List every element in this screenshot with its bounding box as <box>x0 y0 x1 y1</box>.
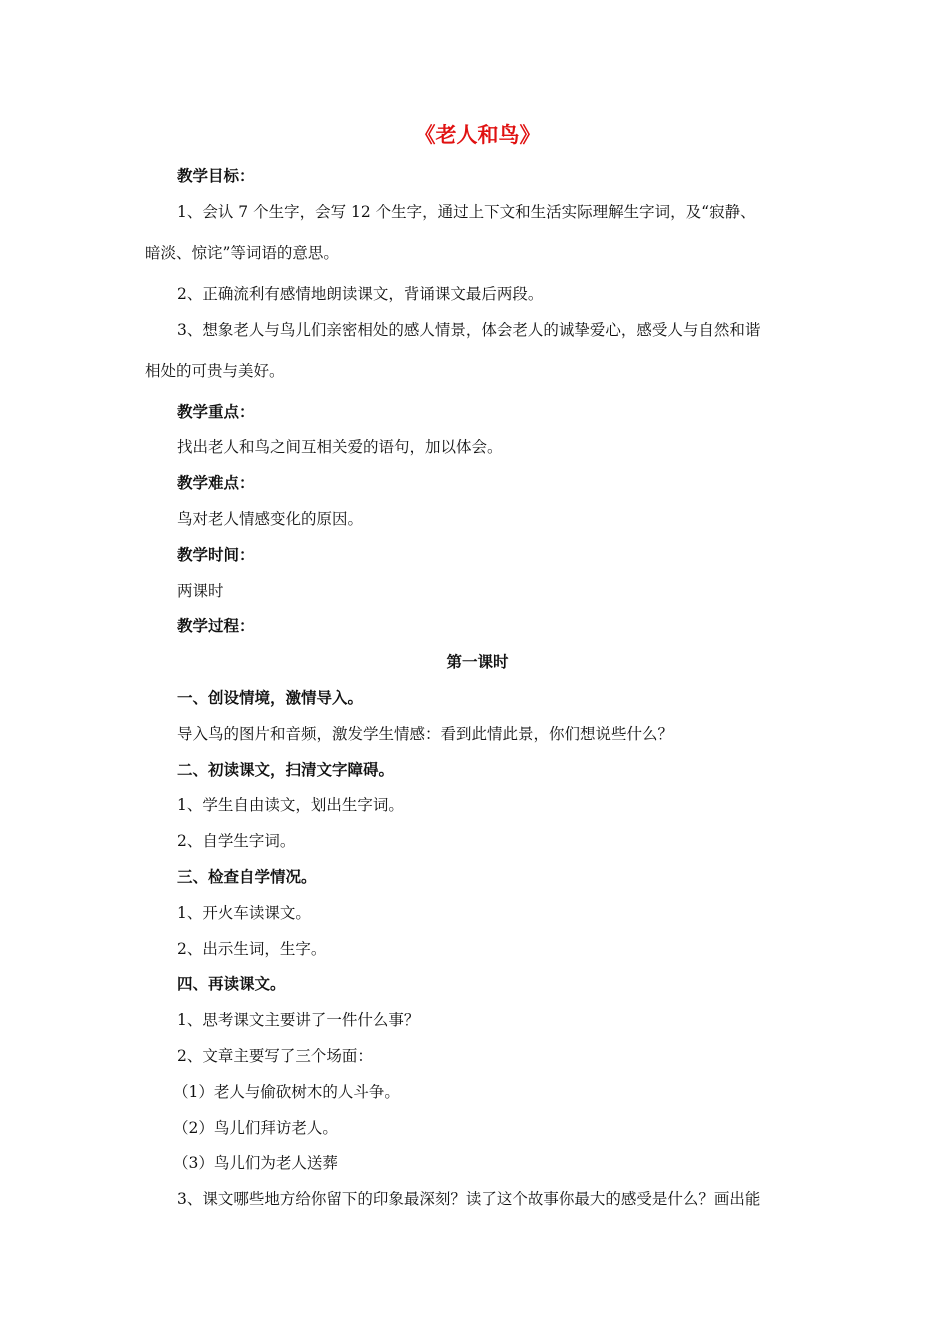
paragraph-line: 鸟对老人情感变化的原因。 <box>177 509 364 528</box>
section-heading: 教学目标： <box>177 166 255 185</box>
paragraph-line: 两课时 <box>177 581 224 600</box>
paragraph-line: 导入鸟的图片和音频，激发学生情感：看到此情此景，你们想说些什么？ <box>177 724 674 743</box>
section-heading: 四、再读课文。 <box>177 974 286 994</box>
paragraph-line: 2、出示生词，生字。 <box>177 939 327 958</box>
section-heading: 教学过程： <box>177 616 255 636</box>
paragraph-line: 暗淡、惊诧”等词语的意思。 <box>145 243 339 262</box>
paragraph-line: 1、思考课文主要讲了一件什么事？ <box>177 1011 420 1030</box>
document-title: 《老人和鸟》 <box>414 122 541 147</box>
paragraph-line: （2）鸟儿们拜访老人。 <box>173 1118 338 1137</box>
paragraph-line: （3）鸟儿们为老人送葬 <box>173 1154 338 1173</box>
paragraph-line: 3、课文哪些地方给你留下的印象最深刻？读了这个故事你最大的感受是什么？画出能 <box>177 1190 761 1209</box>
document-lines <box>145 164 810 1211</box>
paragraph-line: 1、学生自由读文，划出生字词。 <box>177 796 404 815</box>
paragraph-line: 相处的可贵与美好。 <box>145 361 285 380</box>
paragraph-line: 2、文章主要写了三个场面： <box>177 1046 373 1065</box>
section-heading: 三、检查自学情况。 <box>177 866 317 886</box>
section-heading: 教学难点： <box>177 473 255 493</box>
document-body <box>145 120 810 1223</box>
section-heading: 一、创设情境，激情导入。 <box>177 687 364 707</box>
section-heading: 第一课时 <box>446 652 509 672</box>
section-heading: 教学时间： <box>177 544 255 564</box>
paragraph-line: 1、开火车读课文。 <box>177 903 311 922</box>
paragraph-line: （1）老人与偷砍树木的人斗争。 <box>173 1082 400 1101</box>
section-heading: 教学重点： <box>177 401 255 421</box>
paragraph-line: 找出老人和鸟之间互相关爱的语句，加以体会。 <box>177 438 503 457</box>
section-heading: 二、初读课文，扫清文字障碍。 <box>177 759 395 779</box>
paragraph-line: 2、正确流利有感情地朗读课文，背诵课文最后两段。 <box>177 284 544 303</box>
paragraph-line: 2、自学生字词。 <box>177 832 296 851</box>
paragraph-line: 1、会认 7 个生字，会写 12 个生字，通过上下文和生活实际理解生字词，及“寂静、 <box>177 202 756 221</box>
paragraph-line: 3、想象老人与鸟儿们亲密相处的感人情景，体会老人的诚挚爱心，感受人与自然和谐 <box>177 320 761 339</box>
